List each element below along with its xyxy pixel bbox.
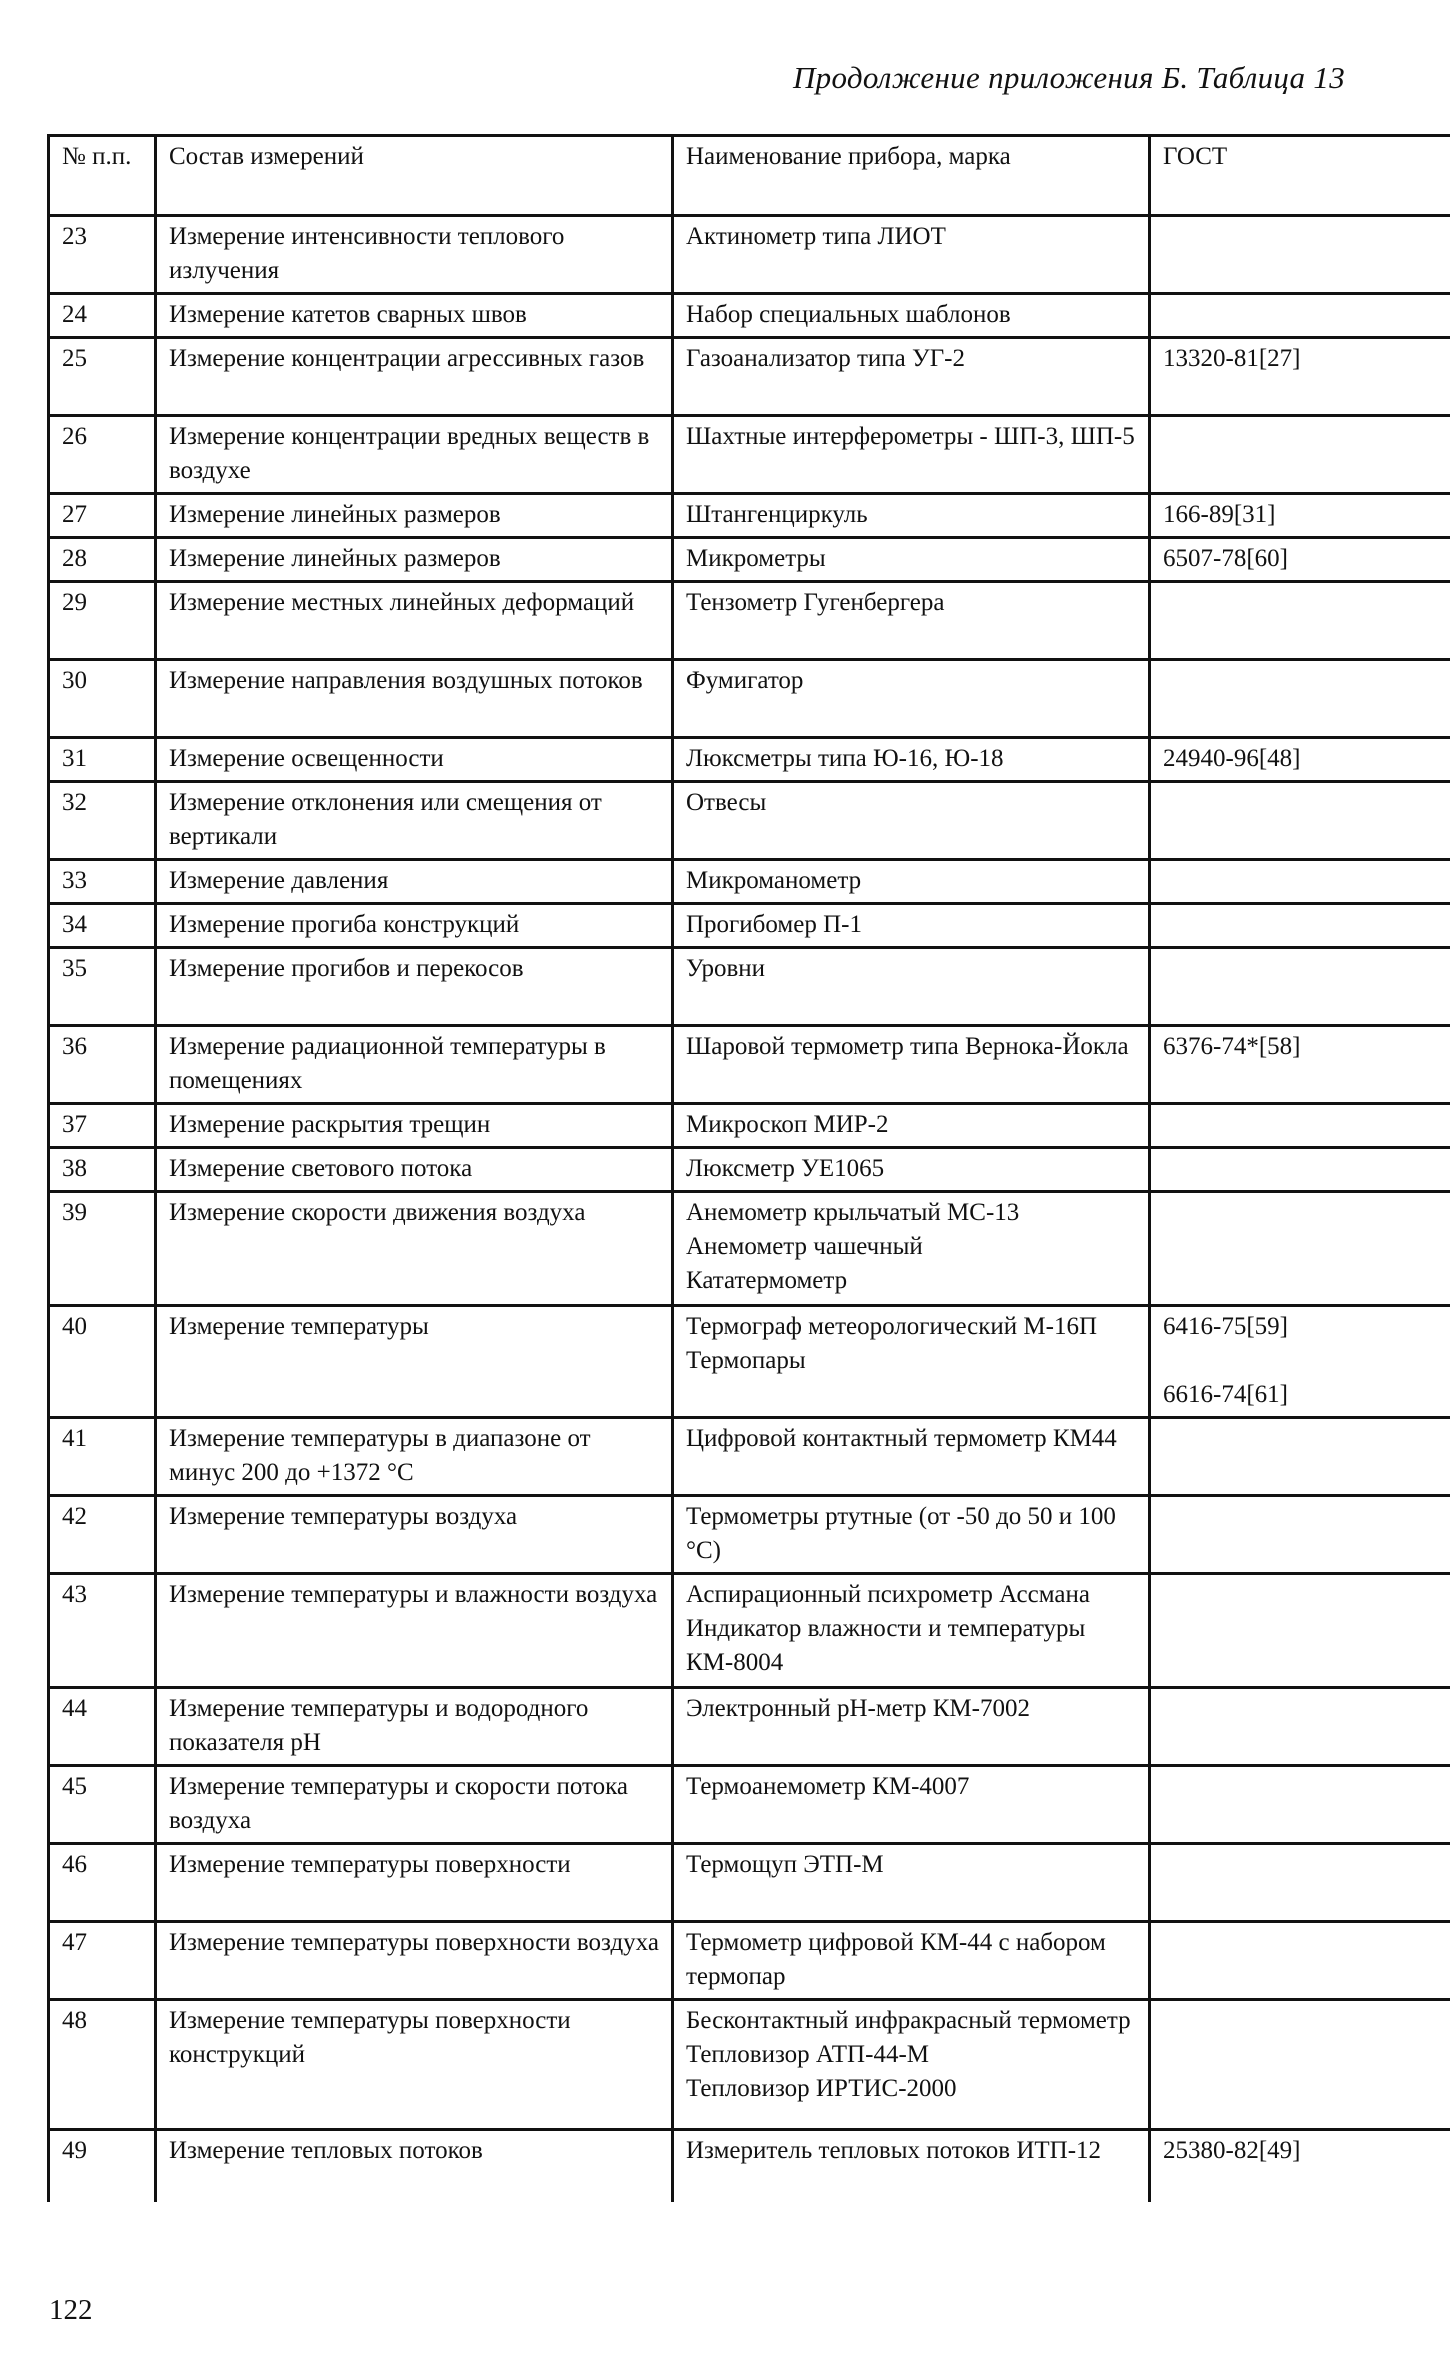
device-name: Цифровой контактный термометр КМ44 (686, 1425, 1117, 1452)
device-cell (673, 1574, 1150, 1688)
measurement-cell: Измерение светового потока (156, 1148, 673, 1192)
device-name: Термоанемометр КМ-4007 (686, 1773, 970, 1800)
table-row (49, 294, 1450, 338)
device-name: Отвесы (686, 789, 767, 816)
measurement-cell: Измерение скорости движения воздуха (156, 1192, 673, 1306)
table-row (49, 904, 1450, 948)
device-cell (673, 1496, 1150, 1574)
gost-cell (1150, 582, 1450, 660)
table-row (49, 1192, 1450, 1306)
table-row (49, 494, 1450, 538)
measurement-cell: Измерение концентрации агрессивных газов (156, 338, 673, 416)
device-cell (673, 1418, 1150, 1496)
device-cell (673, 338, 1150, 416)
table-row (49, 538, 1450, 582)
gost-cell (1150, 338, 1450, 416)
row-number: 35 (49, 948, 156, 1026)
device-name: Термограф метеорологический М-16П (686, 1313, 1098, 1340)
measurement-cell: Измерение давления (156, 860, 673, 904)
gost-cell (1150, 1418, 1450, 1496)
measurement-cell: Измерение температуры и влажности воздуха (156, 1574, 673, 1688)
table-row (49, 1306, 1450, 1418)
page-number: 122 (49, 2294, 93, 2326)
gost-cell (1150, 904, 1450, 948)
gost-code: 6616-74[61] (1163, 1381, 1288, 1408)
table-row (49, 416, 1450, 494)
measurement-cell: Измерение прогибов и перекосов (156, 948, 673, 1026)
table-row (49, 782, 1450, 860)
device-name: Термометры ртутные (от -50 до 50 и 100 °С) (686, 1503, 1116, 1564)
row-number: 36 (49, 1026, 156, 1104)
measurement-cell: Измерение радиационной температуры в помещениях (156, 1026, 673, 1104)
col-number-header: № п.п. (49, 136, 156, 216)
device-name: Измеритель тепловых потоков ИТП-12 (686, 2137, 1102, 2164)
table-row (49, 1844, 1450, 1922)
gost-cell (1150, 494, 1450, 538)
device-cell (673, 1026, 1150, 1104)
table-row (49, 1688, 1450, 1766)
device-name: Микроманометр (686, 867, 862, 894)
row-number: 39 (49, 1192, 156, 1306)
table-row (49, 1104, 1450, 1148)
gost-code: 25380-82[49] (1163, 2137, 1301, 2164)
measurement-cell: Измерение интенсивности теплового излучения (156, 216, 673, 294)
gost-code: 6416-75[59] (1163, 1313, 1288, 1340)
row-number: 49 (49, 2130, 156, 2203)
device-cell (673, 660, 1150, 738)
table-row (49, 216, 1450, 294)
table-row (49, 660, 1450, 738)
row-number: 30 (49, 660, 156, 738)
gost-cell (1150, 1496, 1450, 1574)
device-name: Уровни (686, 955, 766, 982)
gost-code: 6507-78[60] (1163, 545, 1288, 572)
table-row (49, 1418, 1450, 1496)
measurement-cell: Измерение температуры воздуха (156, 1496, 673, 1574)
device-name: Газоанализатор типа УГ-2 (686, 345, 965, 372)
measurement-cell: Измерение температуры поверхности воздуха (156, 1922, 673, 2000)
row-number: 32 (49, 782, 156, 860)
device-cell (673, 1192, 1150, 1306)
table-row (49, 338, 1450, 416)
row-number: 37 (49, 1104, 156, 1148)
measurement-cell: Измерение температуры поверхности (156, 1844, 673, 1922)
gost-cell (1150, 538, 1450, 582)
table-row (49, 1496, 1450, 1574)
table-row (49, 1922, 1450, 2000)
device-name: Термометр цифровой КМ-44 с набором термопар (686, 1929, 1106, 1990)
device-name: Люксметры типа Ю-16, Ю-18 (686, 745, 1004, 772)
device-cell (673, 582, 1150, 660)
device-name: Актинометр типа ЛИОТ (686, 223, 946, 250)
measurement-cell: Измерение температуры и водородного показателя pH (156, 1688, 673, 1766)
row-number: 26 (49, 416, 156, 494)
row-number: 29 (49, 582, 156, 660)
device-cell (673, 1104, 1150, 1148)
device-cell (673, 216, 1150, 294)
device-name: Микроскоп МИР-2 (686, 1111, 889, 1138)
device-cell (673, 294, 1150, 338)
table-row (49, 1026, 1450, 1104)
device-name: Анемометр крыльчатый МС-13 (686, 1199, 1020, 1226)
row-number: 33 (49, 860, 156, 904)
row-number: 46 (49, 1844, 156, 1922)
gost-cell (1150, 216, 1450, 294)
measurement-cell: Измерение отклонения или смещения от вертикали (156, 782, 673, 860)
gost-cell (1150, 416, 1450, 494)
gost-cell (1150, 1192, 1450, 1306)
device-name: Термощуп ЭТП-М (686, 1851, 884, 1878)
device-name: Люксметр УЕ1065 (686, 1155, 885, 1182)
device-cell (673, 416, 1150, 494)
device-name: Набор специальных шаблонов (686, 301, 1011, 328)
measurement-cell: Измерение температуры в диапазоне от минус 200 до +1372 °С (156, 1418, 673, 1496)
table-row (49, 1766, 1450, 1844)
gost-code: 13320-81[27] (1163, 345, 1301, 372)
gost-cell (1150, 2130, 1450, 2203)
device-cell (673, 738, 1150, 782)
table-row (49, 738, 1450, 782)
device-cell (673, 1688, 1150, 1766)
device-name: Электронный pH-метр КМ-7002 (686, 1695, 1030, 1722)
measurement-cell: Измерение линейных размеров (156, 494, 673, 538)
gost-cell (1150, 1306, 1450, 1418)
device-cell (673, 860, 1150, 904)
measurement-cell: Измерение тепловых потоков (156, 2130, 673, 2203)
device-name: Анемометр чашечный (686, 1233, 923, 1260)
gost-cell (1150, 1104, 1450, 1148)
gost-cell (1150, 782, 1450, 860)
device-name: Шахтные интерферометры - ШП-3, ШП-5 (686, 423, 1135, 450)
device-name: Тензометр Гугенбергера (686, 589, 945, 616)
table-row (49, 1574, 1450, 1688)
device-name: Бесконтактный инфракрасный термометр (686, 2007, 1131, 2034)
row-number: 34 (49, 904, 156, 948)
gost-cell (1150, 860, 1450, 904)
row-number: 47 (49, 1922, 156, 2000)
row-number: 28 (49, 538, 156, 582)
row-number: 43 (49, 1574, 156, 1688)
gost-cell (1150, 2000, 1450, 2130)
row-number: 44 (49, 1688, 156, 1766)
row-number: 40 (49, 1306, 156, 1418)
table-row (49, 582, 1450, 660)
gost-cell (1150, 1026, 1450, 1104)
measurement-cell: Измерение раскрытия трещин (156, 1104, 673, 1148)
row-number: 25 (49, 338, 156, 416)
gost-cell (1150, 1922, 1450, 2000)
device-name: Тепловизор ИРТИС-2000 (686, 2075, 957, 2102)
measurement-cell: Измерение местных линейных деформаций (156, 582, 673, 660)
gost-cell (1150, 738, 1450, 782)
table-row (49, 2130, 1450, 2203)
row-number: 27 (49, 494, 156, 538)
device-name: Штангенциркуль (686, 501, 868, 528)
device-cell (673, 1766, 1150, 1844)
device-cell (673, 782, 1150, 860)
device-name: Индикатор влажности и температуры КМ-8004 (686, 1615, 1086, 1676)
gost-code: 166-89[31] (1163, 501, 1276, 528)
gost-cell (1150, 660, 1450, 738)
col-gost-header: ГОСТ (1150, 136, 1450, 216)
row-number: 42 (49, 1496, 156, 1574)
measurement-cell: Измерение освещенности (156, 738, 673, 782)
row-number: 48 (49, 2000, 156, 2130)
table-row (49, 1148, 1450, 1192)
device-cell (673, 948, 1150, 1026)
gost-cell (1150, 1844, 1450, 1922)
row-number: 41 (49, 1418, 156, 1496)
device-cell (673, 494, 1150, 538)
measurement-cell: Измерение температуры (156, 1306, 673, 1418)
measurement-cell: Измерение прогиба конструкций (156, 904, 673, 948)
device-cell (673, 2130, 1150, 2203)
row-number: 45 (49, 1766, 156, 1844)
gost-cell (1150, 1688, 1450, 1766)
gost-code: 24940-96[48] (1163, 745, 1301, 772)
row-number: 31 (49, 738, 156, 782)
measurement-cell: Измерение катетов сварных швов (156, 294, 673, 338)
gost-cell (1150, 1766, 1450, 1844)
measurement-cell: Измерение линейных размеров (156, 538, 673, 582)
device-name: Аспирационный психрометр Ассмана (686, 1581, 1090, 1608)
device-name: Фумигатор (686, 667, 804, 694)
table-row (49, 2000, 1450, 2130)
row-number: 38 (49, 1148, 156, 1192)
table-header-row (49, 136, 1450, 216)
device-cell (673, 538, 1150, 582)
gost-cell (1150, 294, 1450, 338)
device-cell (673, 1922, 1150, 2000)
measurement-cell: Измерение температуры и скорости потока воздуха (156, 1766, 673, 1844)
table-body (49, 216, 1450, 2203)
device-name: Прогибомер П-1 (686, 911, 862, 938)
measurement-cell: Измерение температуры поверхности конструкций (156, 2000, 673, 2130)
table-row (49, 948, 1450, 1026)
device-name: Термопары (686, 1347, 806, 1374)
table-row (49, 860, 1450, 904)
row-number: 23 (49, 216, 156, 294)
gost-code: 6376-74*[58] (1163, 1033, 1301, 1060)
device-cell (673, 904, 1150, 948)
gost-cell (1150, 1574, 1450, 1688)
col-measurement-header: Состав измерений (156, 136, 673, 216)
device-name: Кататермометр (686, 1267, 848, 1294)
device-cell (673, 1148, 1150, 1192)
device-name: Тепловизор АТП-44-М (686, 2041, 929, 2068)
device-cell (673, 1844, 1150, 1922)
page-header: Продолжение приложения Б. Таблица 13 (793, 60, 1345, 95)
col-device-header: Наименование прибора, марка (673, 136, 1150, 216)
device-cell (673, 2000, 1150, 2130)
measurement-cell: Измерение концентрации вредных веществ в воздухе (156, 416, 673, 494)
device-name: Микрометры (686, 545, 826, 572)
device-name: Шаровой термометр типа Вернока-Йокла (686, 1033, 1129, 1060)
row-number: 24 (49, 294, 156, 338)
instruments-table (47, 134, 1450, 2202)
device-cell (673, 1306, 1150, 1418)
measurement-cell: Измерение направления воздушных потоков (156, 660, 673, 738)
gost-cell (1150, 948, 1450, 1026)
gost-cell (1150, 1148, 1450, 1192)
